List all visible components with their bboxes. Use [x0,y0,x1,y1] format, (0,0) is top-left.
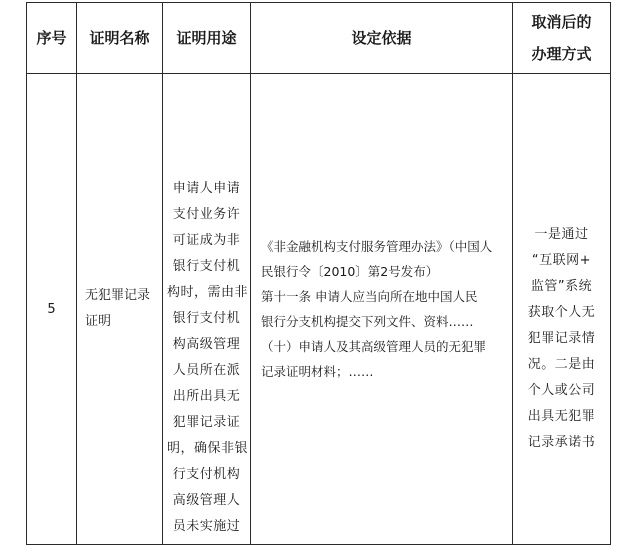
method-line: 记录承诺书 [527,435,596,450]
purpose-line: 构高级管理 [172,337,241,352]
basis-line: 银行分支机构提交下列文件、资料…… [261,314,474,329]
purpose-line: 人员所在派 [172,363,241,378]
purpose-line: 高级管理人 [172,493,241,508]
header-method [513,3,611,74]
purpose-line: 明，确保非银 [167,441,249,456]
purpose-line: 出所出具无 [172,389,241,404]
purpose-line: 行支付机构 [172,467,241,482]
cell-basis [251,74,513,545]
method-line: 获取个人无 [527,305,596,320]
basis-line: 第十一条 申请人应当向所在地中国人民 [261,289,478,304]
name-line: 无犯罪记录 [85,288,151,303]
basis-line: （十）申请人及其高级管理人员的无犯罪 [261,339,487,354]
basis-line: 记录证明材料；…… [261,364,374,379]
purpose-line: 银行支付机 [172,311,241,326]
header-method-line1: 取消后的 [531,13,592,31]
certificate-table [26,2,611,545]
header-basis: 设定依据 [251,3,513,74]
header-purpose: 证明用途 [163,3,251,74]
cell-method [513,74,611,545]
cell-seq: 5 [27,74,77,545]
purpose-line: 银行支付机 [172,259,241,274]
purpose-line: 申请人申请 [172,181,241,196]
purpose-line: 支付业务许 [172,207,241,222]
method-line: 监管”系统 [530,279,593,294]
basis-line: 民银行令〔2010〕第2号发布） [261,264,439,279]
method-line: 个人或公司 [527,383,596,398]
header-method-line2: 办理方式 [531,45,592,63]
header-seq: 序号 [27,3,77,74]
name-line: 证明 [85,314,112,329]
table-header-row [27,3,611,74]
method-line: 出具无犯罪 [527,409,596,424]
method-line: 犯罪记录情 [527,331,596,346]
basis-line: 《非金融机构支付服务管理办法》（中国人 [261,239,493,254]
cell-name [77,74,163,545]
method-line: “互联网+ [531,253,592,268]
method-line: 况。二是由 [527,357,596,372]
purpose-line: 可证成为非 [172,233,241,248]
cell-purpose [163,74,251,545]
table-row [27,74,611,545]
purpose-line: 员未实施过 [172,519,241,534]
purpose-line: 犯罪记录证 [172,415,241,430]
header-name: 证明名称 [77,3,163,74]
method-line: 一是通过 [534,227,589,242]
purpose-line: 构时，需由非 [167,285,249,300]
